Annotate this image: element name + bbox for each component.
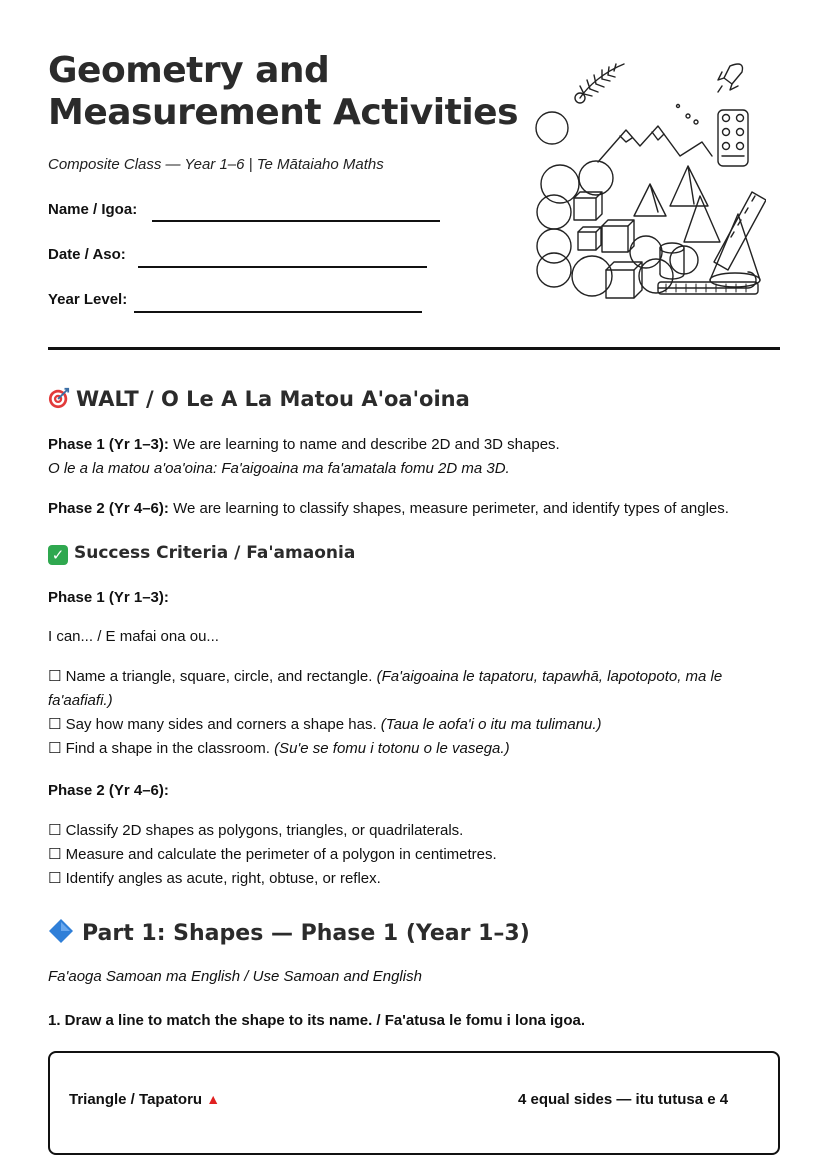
checklist-item[interactable]: ☐ Find a shape in the classroom. (Su'e se fomu i totonu o le vasega.) <box>48 740 510 757</box>
checklist-item[interactable]: ☐ Classify 2D shapes as polygons, triangles, or quadrilaterals. <box>48 822 464 839</box>
page-subtitle: Composite Class — Year 1–6 | Te Mātaiaho Maths <box>48 156 384 173</box>
check-box-icon: ✓ <box>48 545 68 565</box>
matching-box <box>48 1051 780 1155</box>
date-line[interactable] <box>138 266 427 268</box>
match-right-item[interactable]: 4 equal sides — itu tutusa e 4 <box>518 1091 729 1108</box>
walt-phase2 <box>48 497 780 521</box>
red-triangle-icon: ▲ <box>206 1091 221 1107</box>
part1-note: Fa'aoga Samoan ma English / Use Samoan and English <box>48 968 422 985</box>
name-line[interactable] <box>152 220 440 222</box>
page-title: Geometry and Measurement Activities <box>48 50 519 133</box>
walt-heading <box>48 387 470 411</box>
success-phase2-list <box>48 819 780 891</box>
success-phase1-label: Phase 1 (Yr 1–3): <box>48 589 169 606</box>
ruler-icon <box>714 192 766 270</box>
success-phase1-list <box>48 665 780 761</box>
year-level-field <box>48 291 127 308</box>
circle-shape <box>536 112 568 144</box>
date-field <box>48 246 126 263</box>
success-phase2-label: Phase 2 (Yr 4–6): <box>48 782 169 799</box>
walt-heading-text: WALT / O Le A La Matou A'oa'oina <box>76 387 470 411</box>
success-criteria-heading <box>48 543 355 565</box>
walt-phase1-label: Phase 1 (Yr 1–3): <box>48 436 169 453</box>
totem-tiki-icon <box>718 110 748 166</box>
checklist-item[interactable]: ☐ Measure and calculate the perimeter of a polygon in centimetres. <box>48 846 497 863</box>
walt-phase2-label: Phase 2 (Yr 4–6): <box>48 500 169 517</box>
success-intro: I can... / E mafai ona ou... <box>48 628 219 645</box>
part1-heading <box>48 918 530 946</box>
dart-target-icon <box>48 387 70 409</box>
name-label: Name / Igoa: <box>48 201 138 218</box>
success-criteria-heading-text: Success Criteria / Fa'amaonia <box>74 543 356 563</box>
question-1: 1. Draw a line to match the shape to its name. / Fa'atusa le fomu i lona igoa. <box>48 1012 586 1029</box>
header-divider <box>48 347 780 350</box>
blue-diamond-icon <box>48 918 74 944</box>
walt-phase1 <box>48 433 780 481</box>
match-left-item[interactable]: Triangle / Tapatoru ▲ <box>69 1091 221 1108</box>
walt-phase1-english: We are learning to name and describe 2D and 3D shapes. <box>173 436 560 453</box>
walt-phase2-english: We are learning to classify shapes, measure perimeter, and identify types of angles. <box>173 500 729 517</box>
pyramid-shapes <box>634 166 720 242</box>
date-label: Date / Aso: <box>48 246 126 263</box>
walt-phase1-samoan: O le a la matou a'oa'oina: Fa'aigoaina ma fa'amatala fomu 2D ma 3D. <box>48 460 510 477</box>
fern-icon <box>575 64 624 103</box>
year-level-label: Year Level: <box>48 291 128 308</box>
year-level-line[interactable] <box>134 311 422 313</box>
rocket-icon <box>718 64 743 92</box>
geometry-illustration <box>534 56 766 308</box>
name-field <box>48 201 137 218</box>
part1-heading-text: Part 1: Shapes — Phase 1 (Year 1–3) <box>82 921 530 946</box>
checklist-item[interactable]: ☐ Say how many sides and corners a shape has. (Taua le aofa'i o itu ma tulimanu.) <box>48 716 602 733</box>
checklist-item[interactable]: ☐ Identify angles as acute, right, obtuse, or reflex. <box>48 870 381 887</box>
checklist-item[interactable]: ☐ Name a triangle, square, circle, and rectangle. (Fa'aigoaina le tapatoru, tapawhā, lapotopoto, ma le fa'aafiafi.) <box>48 668 723 709</box>
mountains-icon <box>598 126 712 162</box>
